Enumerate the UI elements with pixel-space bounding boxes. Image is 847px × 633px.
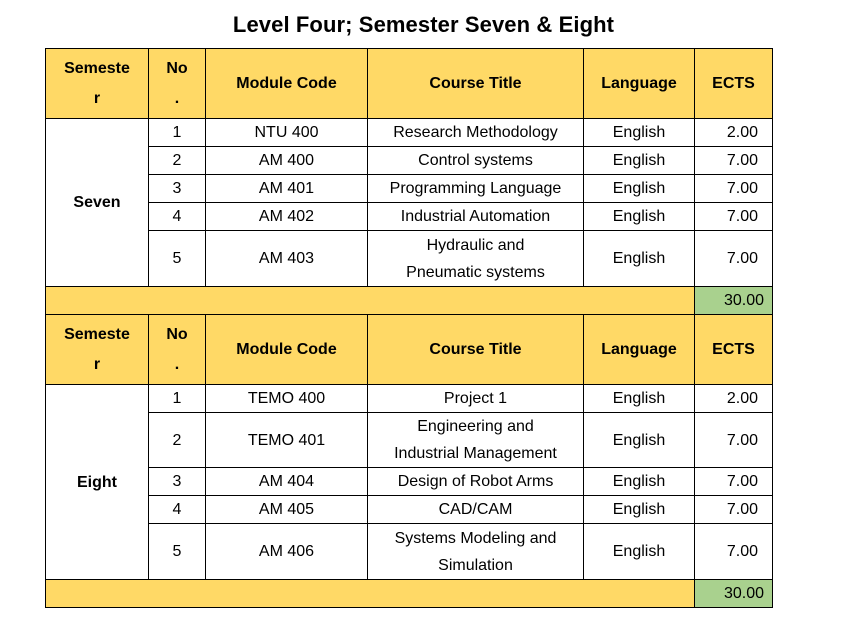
row-no: 1: [149, 119, 206, 147]
language: English: [584, 147, 695, 175]
language: English: [584, 413, 695, 468]
curriculum-table: [45, 48, 773, 608]
module-code: AM 402: [206, 203, 368, 231]
language: English: [584, 496, 695, 524]
page-title: Level Four; Semester Seven & Eight: [232, 12, 615, 37]
module-code: AM 405: [206, 496, 368, 524]
header-semester: Semeste r: [46, 49, 149, 119]
header-ects: ECTS: [695, 49, 773, 119]
row-no: 4: [149, 496, 206, 524]
course-title: Project 1: [368, 385, 584, 413]
course-title: Industrial Automation: [368, 203, 584, 231]
row-no: 3: [149, 468, 206, 496]
ects-value: 7.00: [695, 147, 773, 175]
table-row: [46, 524, 773, 580]
total-spacer: [46, 287, 695, 315]
header-semester: Semeste r: [46, 315, 149, 385]
module-code: TEMO 400: [206, 385, 368, 413]
row-no: 5: [149, 231, 206, 287]
ects-value: 7.00: [695, 413, 773, 468]
ects-value: 2.00: [695, 385, 773, 413]
total-spacer: [46, 580, 695, 608]
module-code: AM 403: [206, 231, 368, 287]
total-row: [46, 287, 773, 315]
header-course-title: Course Title: [368, 315, 584, 385]
total-row: [46, 580, 773, 608]
table-row: [46, 496, 773, 524]
course-title: Programming Language: [368, 175, 584, 203]
ects-value: 7.00: [695, 496, 773, 524]
module-code: AM 406: [206, 524, 368, 580]
table-row: [46, 119, 773, 147]
row-no: 2: [149, 147, 206, 175]
table-row: [46, 385, 773, 413]
language: English: [584, 119, 695, 147]
language: English: [584, 385, 695, 413]
course-title: Engineering and Industrial Management: [368, 413, 584, 468]
ects-value: 7.00: [695, 231, 773, 287]
ects-value: 7.00: [695, 524, 773, 580]
header-row: [46, 49, 773, 119]
ects-value: 2.00: [695, 119, 773, 147]
semester-name: Eight: [46, 385, 149, 580]
ects-value: 7.00: [695, 468, 773, 496]
header-row: [46, 315, 773, 385]
course-title: Hydraulic and Pneumatic systems: [368, 231, 584, 287]
table-row: [46, 413, 773, 468]
row-no: 3: [149, 175, 206, 203]
language: English: [584, 175, 695, 203]
row-no: 2: [149, 413, 206, 468]
ects-total: 30.00: [695, 580, 773, 608]
table-row: [46, 231, 773, 287]
ects-total: 30.00: [695, 287, 773, 315]
header-module-code: Module Code: [206, 315, 368, 385]
language: English: [584, 203, 695, 231]
header-language: Language: [584, 315, 695, 385]
ects-value: 7.00: [695, 175, 773, 203]
semester-name: Seven: [46, 119, 149, 287]
header-module-code: Module Code: [206, 49, 368, 119]
language: English: [584, 231, 695, 287]
table-row: [46, 468, 773, 496]
course-title: Control systems: [368, 147, 584, 175]
header-no: No .: [149, 315, 206, 385]
course-title: Design of Robot Arms: [368, 468, 584, 496]
module-code: NTU 400: [206, 119, 368, 147]
table-row: [46, 203, 773, 231]
table-row: [46, 147, 773, 175]
module-code: AM 400: [206, 147, 368, 175]
header-language: Language: [584, 49, 695, 119]
course-title: Research Methodology: [368, 119, 584, 147]
row-no: 4: [149, 203, 206, 231]
language: English: [584, 524, 695, 580]
course-title: CAD/CAM: [368, 496, 584, 524]
row-no: 1: [149, 385, 206, 413]
row-no: 5: [149, 524, 206, 580]
language: English: [584, 468, 695, 496]
course-title: Systems Modeling and Simulation: [368, 524, 584, 580]
header-ects: ECTS: [695, 315, 773, 385]
module-code: TEMO 401: [206, 413, 368, 468]
header-no: No .: [149, 49, 206, 119]
module-code: AM 404: [206, 468, 368, 496]
ects-value: 7.00: [695, 203, 773, 231]
header-course-title: Course Title: [368, 49, 584, 119]
module-code: AM 401: [206, 175, 368, 203]
table-row: [46, 175, 773, 203]
